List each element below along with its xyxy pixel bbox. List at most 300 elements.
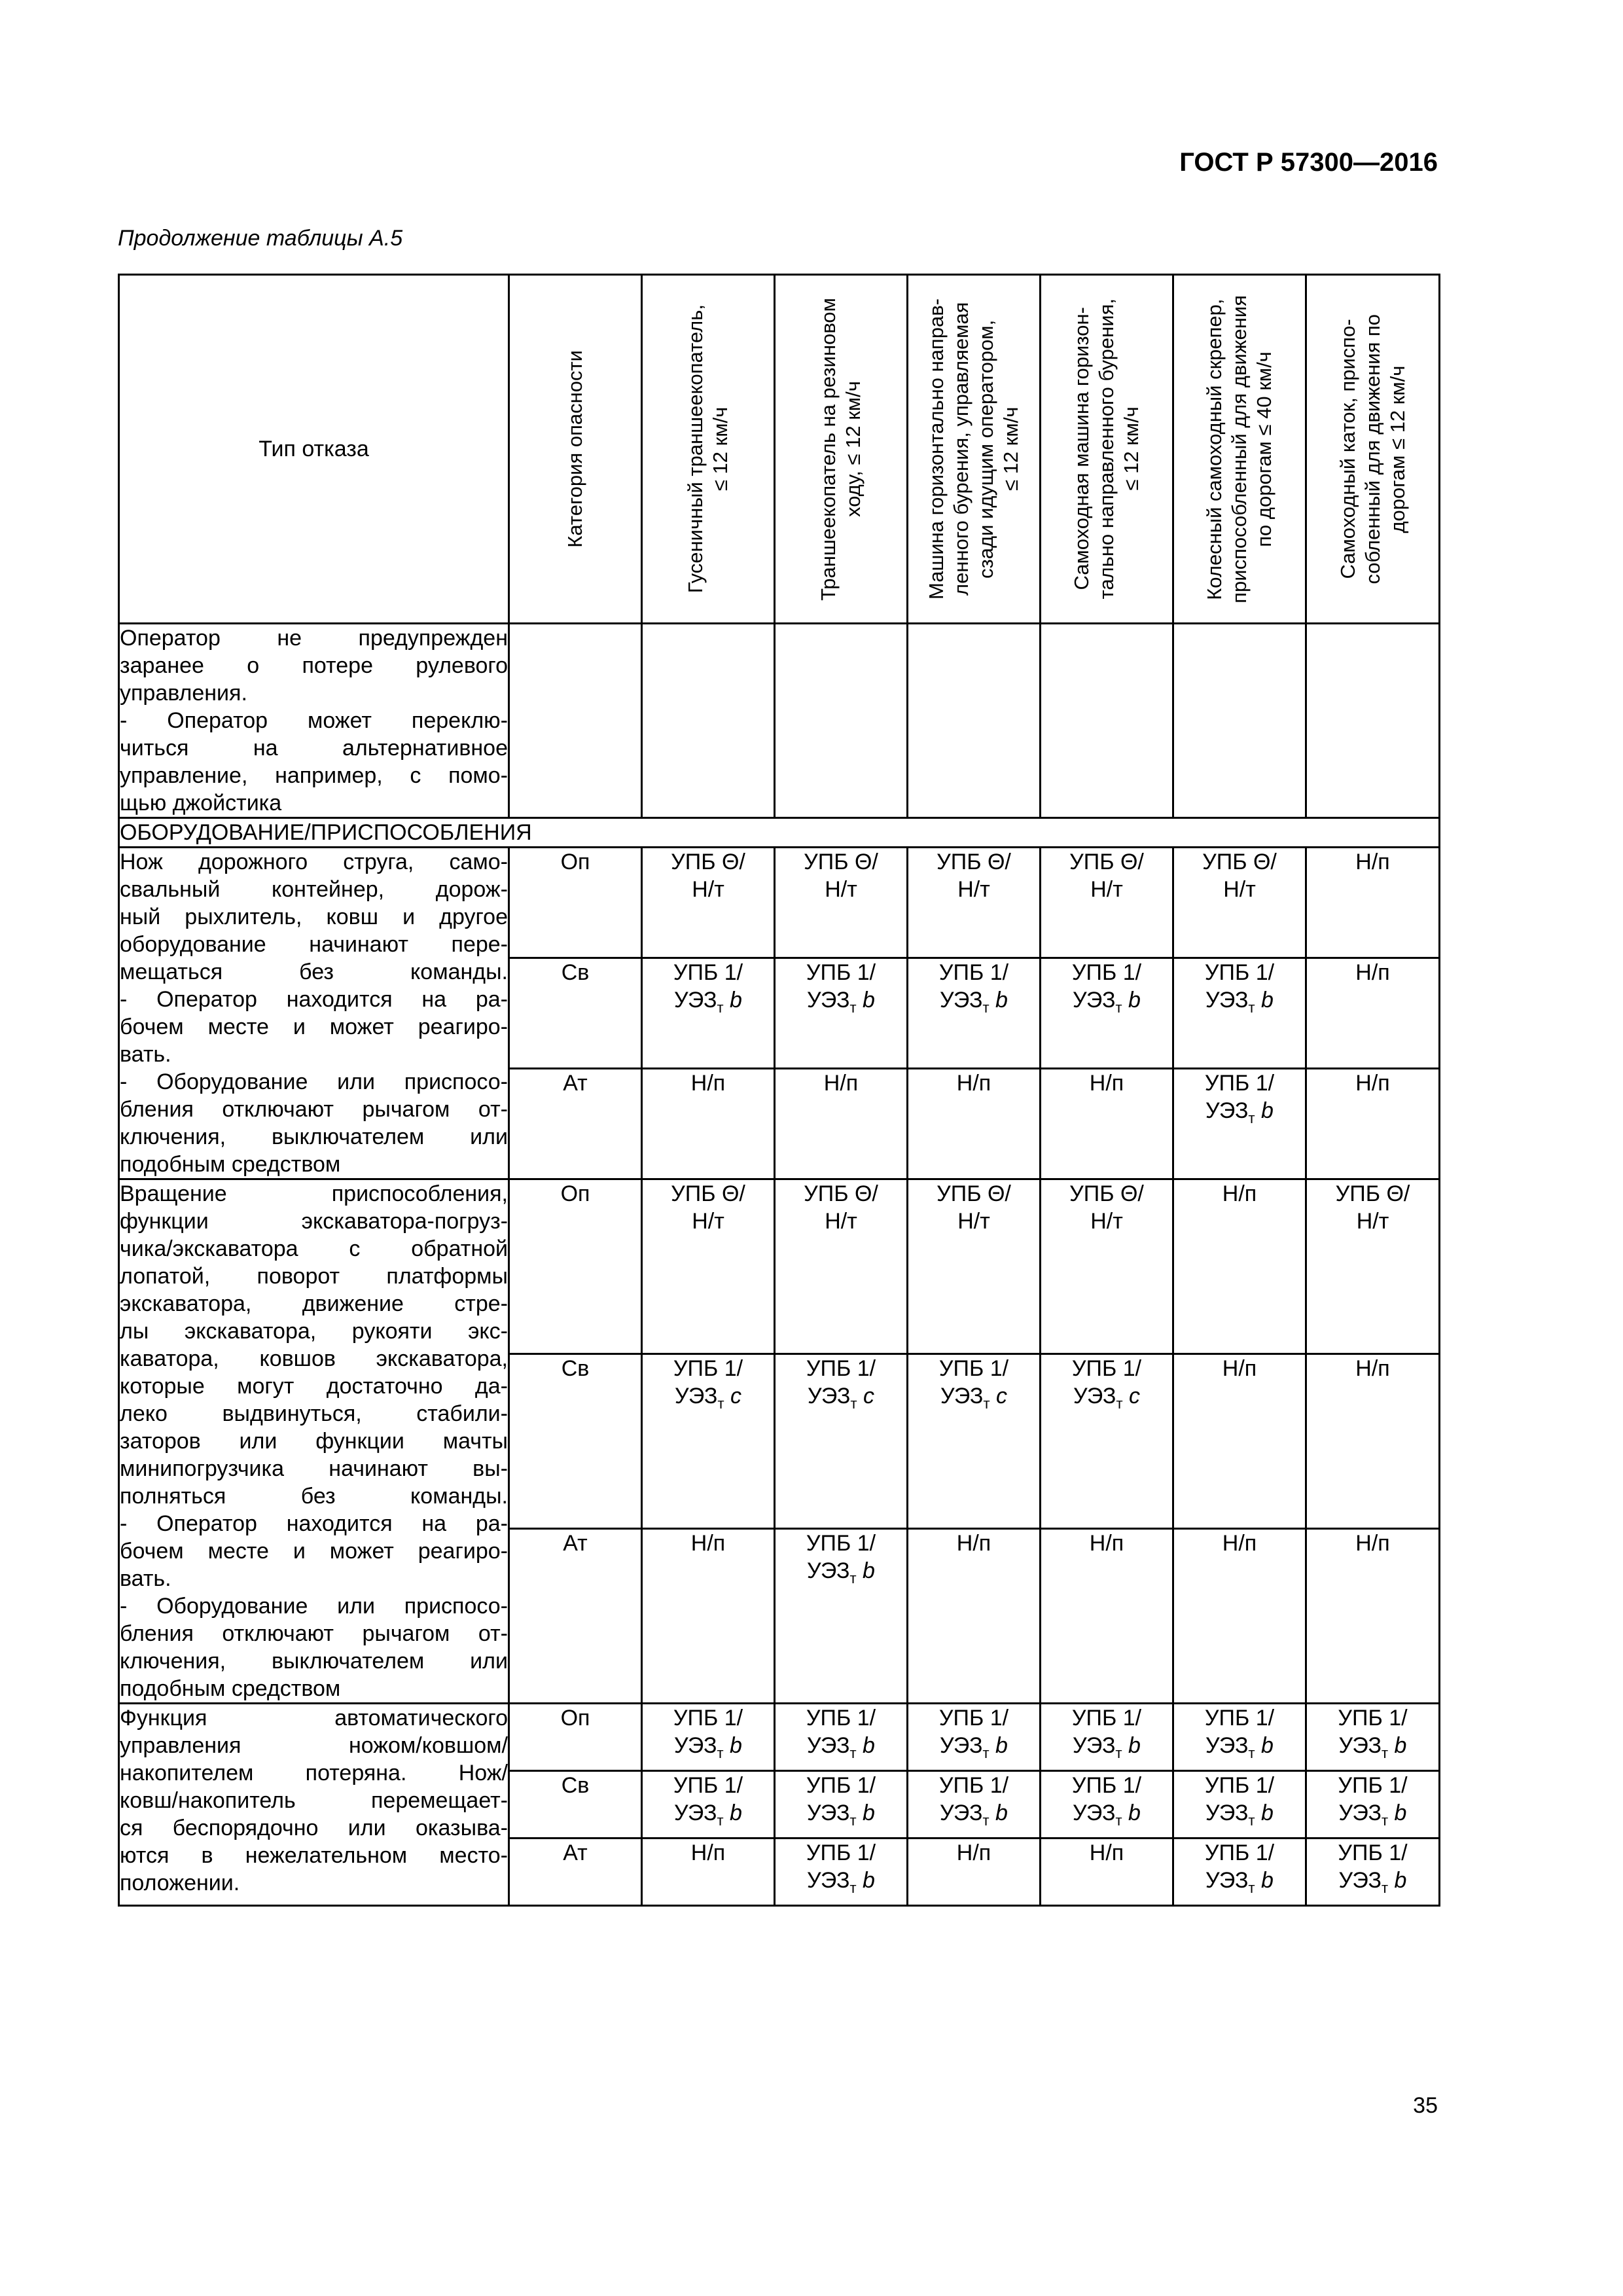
empty-cell <box>1173 624 1306 818</box>
table-row <box>119 848 1440 958</box>
rating-mark: b <box>730 1733 742 1758</box>
header-column-7 <box>1306 275 1440 624</box>
rating-cell <box>642 1839 775 1906</box>
text-line: Н/п <box>1089 1071 1124 1096</box>
text-line: Н/т <box>1223 877 1256 902</box>
empty-cell <box>1041 624 1173 818</box>
rating-mark: b <box>1261 1801 1274 1825</box>
section-title: ОБОРУДОВАНИЕ/ПРИСПОСОБЛЕНИЯ <box>119 818 1440 848</box>
rating-subscript: т <box>849 1570 857 1587</box>
header-vertical-text <box>1336 314 1410 584</box>
rating-cell <box>1306 1529 1440 1704</box>
text-line: управление, например, с помо- <box>120 763 508 788</box>
rating-subscript: т <box>982 999 990 1016</box>
rating-cell <box>1306 1704 1440 1771</box>
rating-subscript: т <box>1115 1744 1122 1761</box>
text-line: УПБ 1/ <box>938 1356 1009 1381</box>
text-line: УПБ Θ/ <box>1069 850 1144 874</box>
rating-mark: c <box>863 1384 874 1408</box>
rating-cell <box>1173 848 1306 958</box>
rating-mark: b <box>863 1558 875 1583</box>
text-line: Траншеекопатель на резиновом <box>817 297 840 601</box>
hazard-category: Ат <box>509 1839 642 1906</box>
rating-cell <box>908 1839 1041 1906</box>
text-line: положении. <box>120 1871 240 1895</box>
text-line: - Оператор находится на ра- <box>120 1511 508 1536</box>
text-line: заторов или функции мачты <box>120 1429 508 1454</box>
rating-subscript: т <box>1115 1812 1122 1829</box>
rating-cell <box>642 1179 775 1354</box>
failure-description <box>119 624 509 818</box>
rating-mark: b <box>730 988 742 1013</box>
header-vertical-text <box>924 298 1024 600</box>
rating-mark: b <box>1261 1733 1274 1758</box>
rating-cell <box>775 1069 908 1179</box>
rating-subscript: т <box>717 1812 724 1829</box>
text-line: щью джойстика <box>120 791 282 816</box>
rating-cell <box>1173 1179 1306 1354</box>
text-line: Н/п <box>1222 1531 1257 1556</box>
rating-base: УЭЗ <box>1073 988 1116 1013</box>
rating-cell <box>1306 1069 1440 1179</box>
text-line: вать. <box>120 1042 171 1067</box>
rating-base: УЭЗ <box>1205 1733 1249 1758</box>
table-body <box>119 624 1440 1906</box>
rating-base: УЭЗ <box>1205 1868 1249 1893</box>
rating-base: УЭЗ <box>940 1801 983 1825</box>
rating-cell <box>1306 1179 1440 1354</box>
rating-base: УЭЗ <box>674 988 717 1013</box>
rating-base: УЭЗ <box>1073 1801 1116 1825</box>
text-line: Н/п <box>956 1071 991 1096</box>
rating-subscript: т <box>983 1395 990 1412</box>
text-line: Н/т <box>957 1209 990 1234</box>
text-line: лопатой, поворот платформы <box>120 1264 508 1289</box>
text-line: - Оператор находится на ра- <box>120 987 508 1012</box>
rating-base: УЭЗ <box>807 1868 850 1893</box>
text-line: УПБ 1/ <box>1071 1356 1142 1381</box>
rating-cell <box>642 958 775 1069</box>
rating-base: УЭЗ <box>807 988 850 1013</box>
text-line: УПБ Θ/ <box>936 1181 1011 1206</box>
rating-line <box>908 1382 1039 1410</box>
text-line: ключения, выключателем или <box>120 1124 508 1149</box>
rating-cell <box>775 848 908 958</box>
text-line: полняться без команды. <box>120 1484 508 1509</box>
text-line: УПБ 1/ <box>1338 1773 1408 1798</box>
text-line: Н/п <box>823 1071 859 1096</box>
header-vertical-wrap <box>776 276 906 622</box>
text-line: УПБ Θ/ <box>804 850 878 874</box>
rating-base: УЭЗ <box>674 1801 717 1825</box>
rating-base: УЭЗ <box>1205 1801 1249 1825</box>
text-line: Н/п <box>1089 1840 1124 1865</box>
hazard-category: Ат <box>509 1529 642 1704</box>
rating-subscript: т <box>849 1744 857 1761</box>
rating-subscript: т <box>849 1812 857 1829</box>
text-line: Нож дорожного струга, само- <box>120 850 508 874</box>
text-line: бочем месте и может реагиро- <box>120 1014 508 1039</box>
text-line: лы экскаватора, рукояти экс- <box>120 1319 508 1344</box>
text-line: сзади идущим оператором, <box>974 319 997 579</box>
text-line: УПБ 1/ <box>1204 1840 1275 1865</box>
text-line: УПБ Θ/ <box>936 850 1011 874</box>
text-line: УПБ 1/ <box>673 1773 743 1798</box>
text-line: ≤ 12 км/ч <box>709 406 732 492</box>
text-line: УПБ 1/ <box>1071 960 1142 985</box>
text-line: Н/п <box>956 1531 991 1556</box>
header-vertical-wrap <box>510 276 641 622</box>
header-column-2 <box>642 275 775 624</box>
rating-cell <box>642 1069 775 1179</box>
hazard-category: Оп <box>509 1704 642 1771</box>
rating-line <box>1041 1732 1172 1759</box>
rating-line <box>1307 1867 1438 1894</box>
text-line: УПБ 1/ <box>1071 1706 1142 1731</box>
text-line: леко выдвинуться, стабили- <box>120 1401 508 1426</box>
rating-mark: b <box>863 1801 875 1825</box>
rating-cell <box>1306 848 1440 958</box>
rating-mark: c <box>1128 1384 1140 1408</box>
rating-line <box>1307 1799 1438 1827</box>
rating-line <box>776 1557 906 1585</box>
text-line: УПБ 1/ <box>1338 1706 1408 1731</box>
rating-mark: b <box>730 1801 742 1825</box>
text-line: УПБ 1/ <box>1071 1773 1142 1798</box>
text-line: Функция автоматического <box>120 1706 508 1731</box>
rating-cell <box>1306 1771 1440 1839</box>
text-line: бочем месте и может реагиро- <box>120 1539 508 1564</box>
rating-cell <box>1041 1771 1173 1839</box>
rating-line <box>1174 1867 1305 1894</box>
text-line: УПБ 1/ <box>806 1706 876 1731</box>
text-line: УПБ 1/ <box>1338 1840 1408 1865</box>
text-line: подобным средством <box>120 1676 341 1701</box>
rating-cell <box>775 1771 908 1839</box>
text-line: УПБ 1/ <box>1204 960 1275 985</box>
header-vertical-text <box>816 298 866 601</box>
rating-cell <box>775 1179 908 1354</box>
rating-cell <box>775 1704 908 1771</box>
rating-base: УЭЗ <box>1338 1868 1382 1893</box>
text-line: УПБ 1/ <box>806 960 876 985</box>
empty-cell <box>1306 624 1440 818</box>
header-vertical-text <box>683 304 733 593</box>
text-line: Гусеничный траншеекопатель, <box>684 304 707 594</box>
rating-cell <box>775 1529 908 1704</box>
text-line: по дорогам ≤ 40 км/ч <box>1253 351 1275 547</box>
rating-subscript: т <box>1116 1395 1123 1412</box>
text-line: УПБ 1/ <box>806 1773 876 1798</box>
rating-cell <box>1173 958 1306 1069</box>
table-row <box>119 1704 1440 1771</box>
text-line: ключения, выключателем или <box>120 1649 508 1674</box>
rating-subscript: т <box>1382 1879 1389 1896</box>
rating-cell <box>1173 1529 1306 1704</box>
text-line: УПБ 1/ <box>938 1773 1009 1798</box>
header-vertical-wrap <box>643 276 774 622</box>
table-row <box>119 1179 1440 1354</box>
rating-line <box>1174 1799 1305 1827</box>
rating-subscript: т <box>717 999 724 1016</box>
header-vertical-wrap <box>1174 276 1305 622</box>
text-line: Н/п <box>956 1840 991 1865</box>
text-line: ся беспорядочно или оказыва- <box>120 1816 508 1840</box>
rating-mark: b <box>1394 1733 1407 1758</box>
table-row <box>119 624 1440 818</box>
text-line: УПБ 1/ <box>673 1356 743 1381</box>
header-failure-type <box>119 275 509 624</box>
text-line: Н/т <box>1356 1209 1389 1234</box>
rating-cell <box>1041 1704 1173 1771</box>
rating-subscript: т <box>1382 1812 1389 1829</box>
text-line: ковш/накопитель перемещает- <box>120 1788 508 1813</box>
text-line: которые могут достаточно да- <box>120 1374 508 1399</box>
text-line: тально направленного бурения, <box>1095 298 1118 600</box>
rating-cell <box>1173 1354 1306 1529</box>
rating-subscript: т <box>849 1879 857 1896</box>
rating-line <box>776 1732 906 1759</box>
rating-line <box>1174 1097 1305 1124</box>
rating-cell <box>642 1354 775 1529</box>
text-line: УПБ 1/ <box>806 1531 876 1556</box>
rating-cell <box>908 1529 1041 1704</box>
text-line: Категория опасности <box>563 350 586 548</box>
header-vertical-text <box>1202 295 1277 603</box>
rating-line <box>908 986 1039 1014</box>
text-line: УПБ 1/ <box>1204 1706 1275 1731</box>
text-line: Н/т <box>825 1209 857 1234</box>
text-line: УПБ 1/ <box>806 1840 876 1865</box>
text-line: Н/п <box>1355 850 1390 874</box>
rating-line <box>643 1799 774 1827</box>
text-line: ются в нежелательном место- <box>120 1843 508 1868</box>
rating-subscript: т <box>717 1395 724 1412</box>
rating-cell <box>642 1771 775 1839</box>
text-line: УПБ Θ/ <box>671 1181 745 1206</box>
hazard-category: Оп <box>509 848 642 958</box>
text-line: УПБ Θ/ <box>671 850 745 874</box>
rating-cell <box>775 1354 908 1529</box>
text-line: Н/п <box>1355 1531 1390 1556</box>
rating-base: УЭЗ <box>1205 1098 1249 1123</box>
text-line: управления. <box>120 681 247 706</box>
hazard-category: Св <box>509 958 642 1069</box>
rating-cell <box>1041 1179 1173 1354</box>
rating-line <box>776 1382 906 1410</box>
rating-subscript: т <box>1248 1109 1255 1126</box>
text-line: оборудование начинают пере- <box>120 932 508 957</box>
rating-cell <box>775 958 908 1069</box>
text-line: Н/п <box>690 1531 726 1556</box>
table-header-row <box>119 275 1440 624</box>
text-line: Вращение приспособления, <box>120 1181 508 1206</box>
text-line: ходу, ≤ 12 км/ч <box>842 381 865 517</box>
rating-line <box>1307 1732 1438 1759</box>
rating-mark: b <box>1261 988 1274 1013</box>
rating-mark: b <box>1261 1098 1274 1123</box>
rating-mark: b <box>1394 1801 1407 1825</box>
rating-cell <box>1041 1069 1173 1179</box>
text-line: Н/т <box>692 1209 724 1234</box>
text-line: функции экскаватора-погруз- <box>120 1209 508 1234</box>
text-line: Н/т <box>1090 1209 1123 1234</box>
rating-base: УЭЗ <box>940 1733 983 1758</box>
rating-cell <box>1173 1839 1306 1906</box>
text-line: накопителем потеряна. Нож/ <box>120 1761 508 1785</box>
rating-base: УЭЗ <box>807 1801 850 1825</box>
text-line: свальный контейнер, дорож- <box>120 877 508 902</box>
rating-mark: c <box>730 1384 741 1408</box>
empty-cell <box>775 624 908 818</box>
text-line: Машина горизонтально направ- <box>925 298 948 600</box>
rating-line <box>776 986 906 1014</box>
text-line: УПБ 1/ <box>673 1706 743 1731</box>
rating-cell <box>1173 1069 1306 1179</box>
rating-base: УЭЗ <box>1338 1801 1382 1825</box>
hazard-category: Св <box>509 1771 642 1839</box>
rating-mark: b <box>995 1733 1008 1758</box>
rating-base: УЭЗ <box>675 1384 718 1408</box>
text-line: Н/п <box>690 1840 726 1865</box>
rating-subscript: т <box>1382 1744 1389 1761</box>
empty-cell <box>908 624 1041 818</box>
rating-cell <box>908 848 1041 958</box>
text-line: Колесный самоходный скрепер, <box>1203 298 1226 600</box>
rating-cell <box>1041 1839 1173 1906</box>
text-line: заранее о потере рулевого <box>120 653 508 678</box>
rating-mark: b <box>863 1733 875 1758</box>
rating-mark: b <box>995 988 1008 1013</box>
rating-base: УЭЗ <box>1073 1384 1116 1408</box>
text-line: бления отключают рычагом от- <box>120 1097 508 1122</box>
rating-cell <box>908 1354 1041 1529</box>
text-line: вать. <box>120 1566 171 1591</box>
empty-cell <box>642 624 775 818</box>
rating-line <box>1041 1799 1172 1827</box>
rating-mark: b <box>863 988 875 1013</box>
rating-subscript: т <box>982 1744 990 1761</box>
rating-line <box>1041 986 1172 1014</box>
rating-cell <box>1173 1771 1306 1839</box>
text-line: экскаватора, движение стре- <box>120 1291 508 1316</box>
text-line: чика/экскаватора с обратной <box>120 1236 508 1261</box>
rating-cell <box>908 1704 1041 1771</box>
text-line: Н/п <box>1222 1356 1257 1381</box>
rating-base: УЭЗ <box>807 1733 850 1758</box>
rating-line <box>1174 986 1305 1014</box>
rating-subscript: т <box>850 1395 857 1412</box>
rating-cell <box>1306 1839 1440 1906</box>
rating-cell <box>908 958 1041 1069</box>
rating-subscript: т <box>1248 1879 1255 1896</box>
text-line: - Оборудование или приспосо- <box>120 1594 508 1619</box>
text-line: Н/п <box>1355 960 1390 985</box>
text-line: ≤ 12 км/ч <box>999 406 1022 492</box>
rating-mark: b <box>1128 1801 1141 1825</box>
text-line: мещаться без команды. <box>120 960 508 984</box>
text-line: Самоходная машина горизон- <box>1070 307 1093 591</box>
rating-line <box>908 1732 1039 1759</box>
header-vertical-wrap <box>908 276 1039 622</box>
text-line: Тип отказа <box>259 437 369 461</box>
failure-description <box>119 1704 509 1906</box>
rating-line <box>776 1799 906 1827</box>
rating-cell <box>642 1529 775 1704</box>
text-line: собленный для движения по <box>1361 314 1384 584</box>
document-standard-number: ГОСТ Р 57300—2016 <box>1179 148 1438 177</box>
rating-mark: b <box>1128 988 1141 1013</box>
empty-cell <box>509 624 642 818</box>
text-line: бления отключают рычагом от- <box>120 1621 508 1646</box>
rating-base: УЭЗ <box>940 1384 984 1408</box>
header-vertical-text <box>563 350 588 548</box>
text-line: УПБ 1/ <box>673 960 743 985</box>
rating-line <box>1041 1382 1172 1410</box>
header-column-3 <box>775 275 908 624</box>
text-line: Н/п <box>1355 1071 1390 1096</box>
rating-subscript: т <box>982 1812 990 1829</box>
rating-subscript: т <box>1248 1744 1255 1761</box>
text-line: Н/п <box>1355 1356 1390 1381</box>
text-line: читься на альтернативное <box>120 736 508 761</box>
text-line: приспособленный для движения <box>1228 295 1251 603</box>
rating-cell <box>908 1771 1041 1839</box>
rating-subscript: т <box>1248 999 1255 1016</box>
text-line: УПБ Θ/ <box>1335 1181 1410 1206</box>
rating-line <box>643 1382 774 1410</box>
header-column-6 <box>1173 275 1306 624</box>
text-line: Самоходный каток, приспо- <box>1336 319 1359 579</box>
text-line: подобным средством <box>120 1152 341 1177</box>
rating-line <box>908 1799 1039 1827</box>
text-line: УПБ 1/ <box>1204 1773 1275 1798</box>
rating-line <box>643 986 774 1014</box>
text-line: - Оператор может переклю- <box>120 708 508 733</box>
header-column-1 <box>509 275 642 624</box>
rating-subscript: т <box>717 1744 724 1761</box>
rating-mark: b <box>1394 1868 1407 1893</box>
text-line: УПБ 1/ <box>1204 1071 1275 1096</box>
rating-subscript: т <box>1248 1812 1255 1829</box>
rating-cell <box>1041 958 1173 1069</box>
rating-line <box>1174 1732 1305 1759</box>
rating-base: УЭЗ <box>940 988 983 1013</box>
text-line: Н/п <box>690 1071 726 1096</box>
header-vertical-text <box>1069 298 1144 600</box>
text-line: каватора, ковшов экскаватора, <box>120 1346 508 1371</box>
text-line: УПБ Θ/ <box>804 1181 878 1206</box>
rating-base: УЭЗ <box>1205 988 1249 1013</box>
text-line: дорогам ≤ 12 км/ч <box>1385 365 1409 533</box>
header-column-4 <box>908 275 1041 624</box>
text-line: Оператор не предупрежден <box>120 626 508 651</box>
rating-line <box>776 1867 906 1894</box>
text-line: Н/т <box>692 877 724 902</box>
rating-cell <box>1041 1529 1173 1704</box>
text-line: Н/п <box>1089 1531 1124 1556</box>
rating-cell <box>1041 1354 1173 1529</box>
page-number: 35 <box>1413 2093 1438 2118</box>
rating-cell <box>908 1069 1041 1179</box>
rating-cell <box>642 848 775 958</box>
rating-subscript: т <box>849 999 857 1016</box>
table-continuation-caption: Продолжение таблицы А.5 <box>118 226 403 251</box>
rating-cell <box>908 1179 1041 1354</box>
text-line: ный рыхлитель, ковш и другое <box>120 905 508 929</box>
rating-base: УЭЗ <box>1338 1733 1382 1758</box>
rating-base: УЭЗ <box>1073 1733 1116 1758</box>
